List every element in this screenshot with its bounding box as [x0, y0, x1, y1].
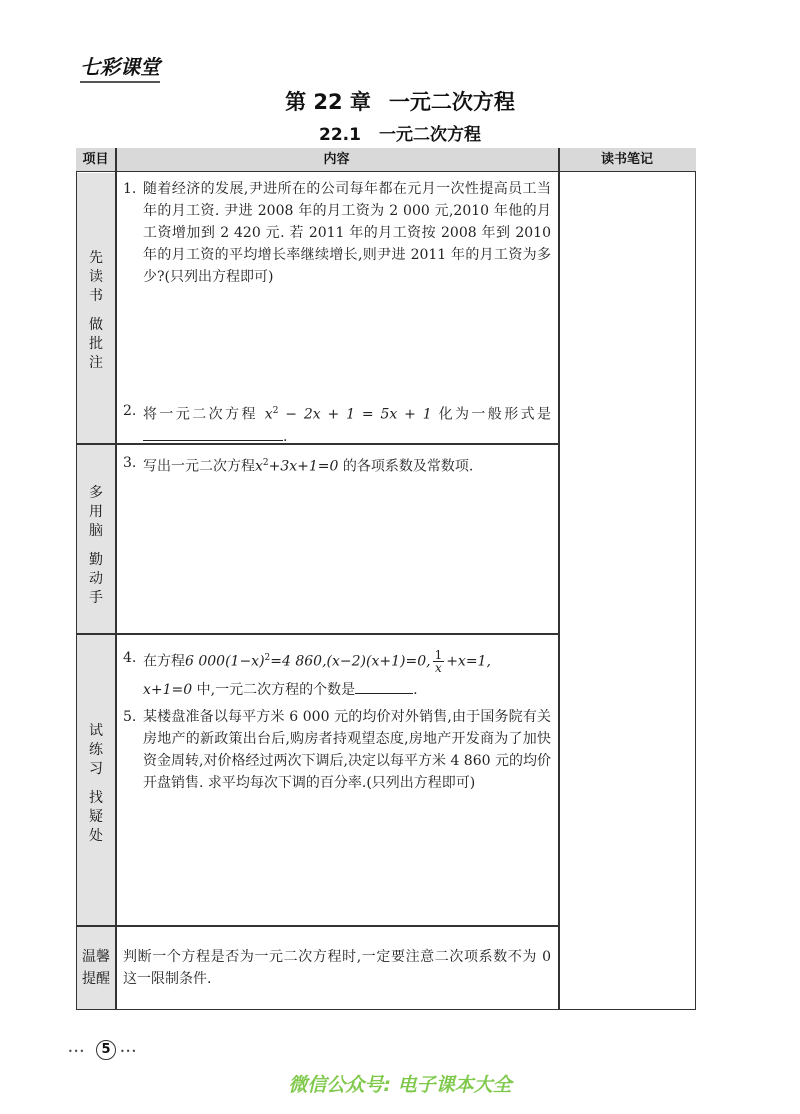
chapter-title: 第 22 章 一元二次方程 [285, 90, 515, 114]
row-label-read: 先 读 书 做 批 注 [89, 250, 103, 371]
table-header-row [76, 148, 696, 172]
row-label-think: 多 用 脑 勤 动 手 [89, 485, 103, 606]
question-3: 3. 写出一元二次方程$x^2+3x+1=0$ 的各项系数及常数项. [123, 455, 474, 475]
answer-blank-q4[interactable] [355, 679, 413, 694]
page-dots-right: ••• [120, 1047, 138, 1056]
question-5: 5. 某楼盘准备以每平方米 6 000 元的均价对外销售,由于国务院有关房地产的新政策出台后,购房者持观望态度,房地产开发商为了加快资金周转,对价格经过两次下调后,决定以每平方米 4 860 元的均价开盘销售. 求平均每次下调的百分率.(只列出方程即可) [123, 709, 551, 791]
header-notes: 读书笔记 [600, 152, 653, 167]
row-label-practice: 试 练 习 找 疑 处 [89, 723, 103, 844]
divider-label-column [115, 148, 117, 1010]
header-item: 项目 [82, 152, 109, 167]
footer-watermark: 微信公众号: 电子课本大全 [288, 1074, 512, 1096]
row-label-tip: 温馨 提醒 [82, 949, 110, 987]
question-2: 2. 将一元二次方程 $x^2 - 2x + 1 = 5x + 1$ 化为一般形式是. [123, 403, 552, 445]
brand-logo [80, 52, 164, 80]
page-number: 5 [96, 1040, 116, 1060]
header-content: 内容 [323, 152, 350, 167]
divider-notes-column [558, 148, 560, 1010]
question-4: 4. 在方程6 $000(1-x)^2=4$ 860,(x−2)(x+1)=0, $\frac{1}{x}$ +x=1, x+1=0 中,一元二次方程的个数是 . [123, 648, 491, 698]
answer-blank-q2[interactable] [143, 426, 283, 441]
svg-text:七彩课堂: 七彩课堂 [80, 55, 160, 79]
row-divider-2 [76, 633, 558, 635]
question-1: 1. 随着经济的发展,尹进所在的公司每年都在元月一次性提高员工当年的月工资. 尹进 2008 年的月工资为 2 000 元,2010 年他的月工资增加到 2 420 元. 若 2011 年的月工资按 2008 年到 2010 年的月工资的平均增长率继续增长,则尹进 2011 年的月工资为多少?(只列出方程即可) [123, 181, 551, 285]
tip-text: 判断一个方程是否为一元二次方程时,一定要注意二次项系数不为 0 这一限制条件. [123, 949, 551, 987]
page-dots-left: ••• [68, 1047, 86, 1056]
section-title: 22.1 一元二次方程 [319, 125, 481, 145]
page-number-badge [68, 1040, 144, 1060]
row-divider-3 [76, 925, 558, 927]
fraction-one-over-x: $\frac{1}{x}$ [434, 648, 443, 676]
logo-underline [80, 81, 160, 83]
